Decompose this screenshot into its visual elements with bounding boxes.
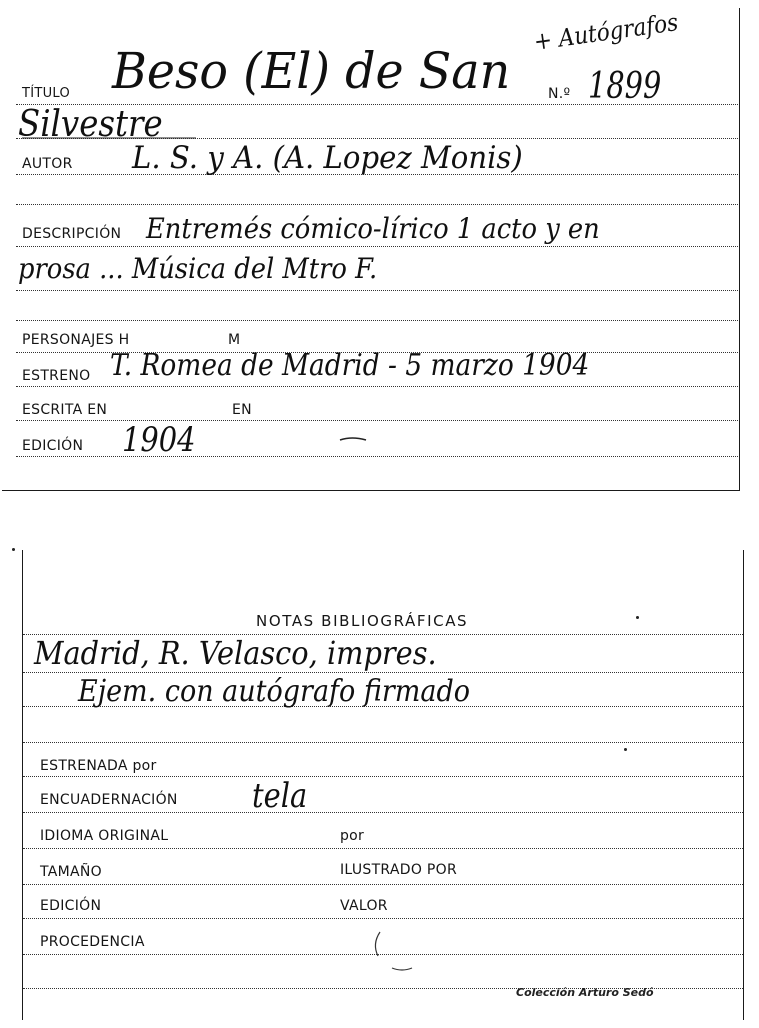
- ink-speck: [12, 548, 15, 551]
- label-por: por: [340, 828, 365, 844]
- label-edicion: EDICIÓN: [22, 438, 84, 454]
- label-estrenada-por: ESTRENADA por: [40, 758, 157, 774]
- dash-mark-back: [392, 968, 412, 970]
- handwritten-encuadernacion: tela: [252, 776, 308, 816]
- label-encuadernacion: ENCUADERNACIÓN: [40, 792, 178, 808]
- label-numero: N.º: [548, 86, 571, 102]
- handwritten-title-line1: Beso (El) de San: [112, 42, 511, 100]
- handwritten-author: L. S. y A. (A. Lopez Monis): [132, 140, 523, 176]
- dash-mark-front: [340, 438, 366, 440]
- label-estreno: ESTRENO: [22, 368, 91, 384]
- label-ilustrado-por: ILUSTRADO POR: [340, 862, 457, 878]
- handwritten-top-note: + Autógrafos: [532, 8, 680, 56]
- handwritten-estreno: T. Romea de Madrid - 5 marzo 1904: [110, 348, 590, 383]
- handwritten-note-2: Ejem. con autógrafo firmado: [78, 674, 471, 709]
- label-titulo: TÍTULO: [22, 86, 71, 101]
- label-descripcion: DESCRIPCIÓN: [22, 226, 122, 242]
- handwritten-title-line2: Silvestre: [18, 104, 163, 145]
- label-valor: VALOR: [340, 898, 388, 914]
- label-procedencia: PROCEDENCIA: [40, 934, 145, 950]
- label-escrita-en-2: EN: [232, 402, 252, 418]
- label-personajes-m: M: [228, 332, 241, 348]
- handwritten-edicion: 1904: [122, 420, 196, 460]
- collection-stamp: Colección Arturo Sedó: [516, 986, 654, 999]
- bracket-mark-back: [375, 932, 380, 956]
- handwritten-number: 1899: [588, 66, 662, 107]
- ink-speck: [624, 748, 627, 751]
- label-tamano: TAMAÑO: [40, 864, 102, 880]
- label-escrita-en: ESCRITA EN: [22, 402, 108, 418]
- ink-speck: [636, 616, 639, 619]
- label-edicion-back: EDICIÓN: [40, 898, 102, 914]
- notes-heading: NOTAS BIBLIOGRÁFICAS: [256, 612, 469, 630]
- label-autor: AUTOR: [22, 156, 73, 172]
- label-idioma-original: IDIOMA ORIGINAL: [40, 828, 169, 844]
- handwritten-note-1: Madrid, R. Velasco, impres.: [34, 634, 437, 672]
- handwritten-description-line1: Entremés cómico-lírico 1 acto y en: [146, 212, 600, 245]
- label-personajes: PERSONAJES H: [22, 332, 130, 348]
- handwritten-description-line2: prosa ... Música del Mtro F.: [18, 252, 378, 285]
